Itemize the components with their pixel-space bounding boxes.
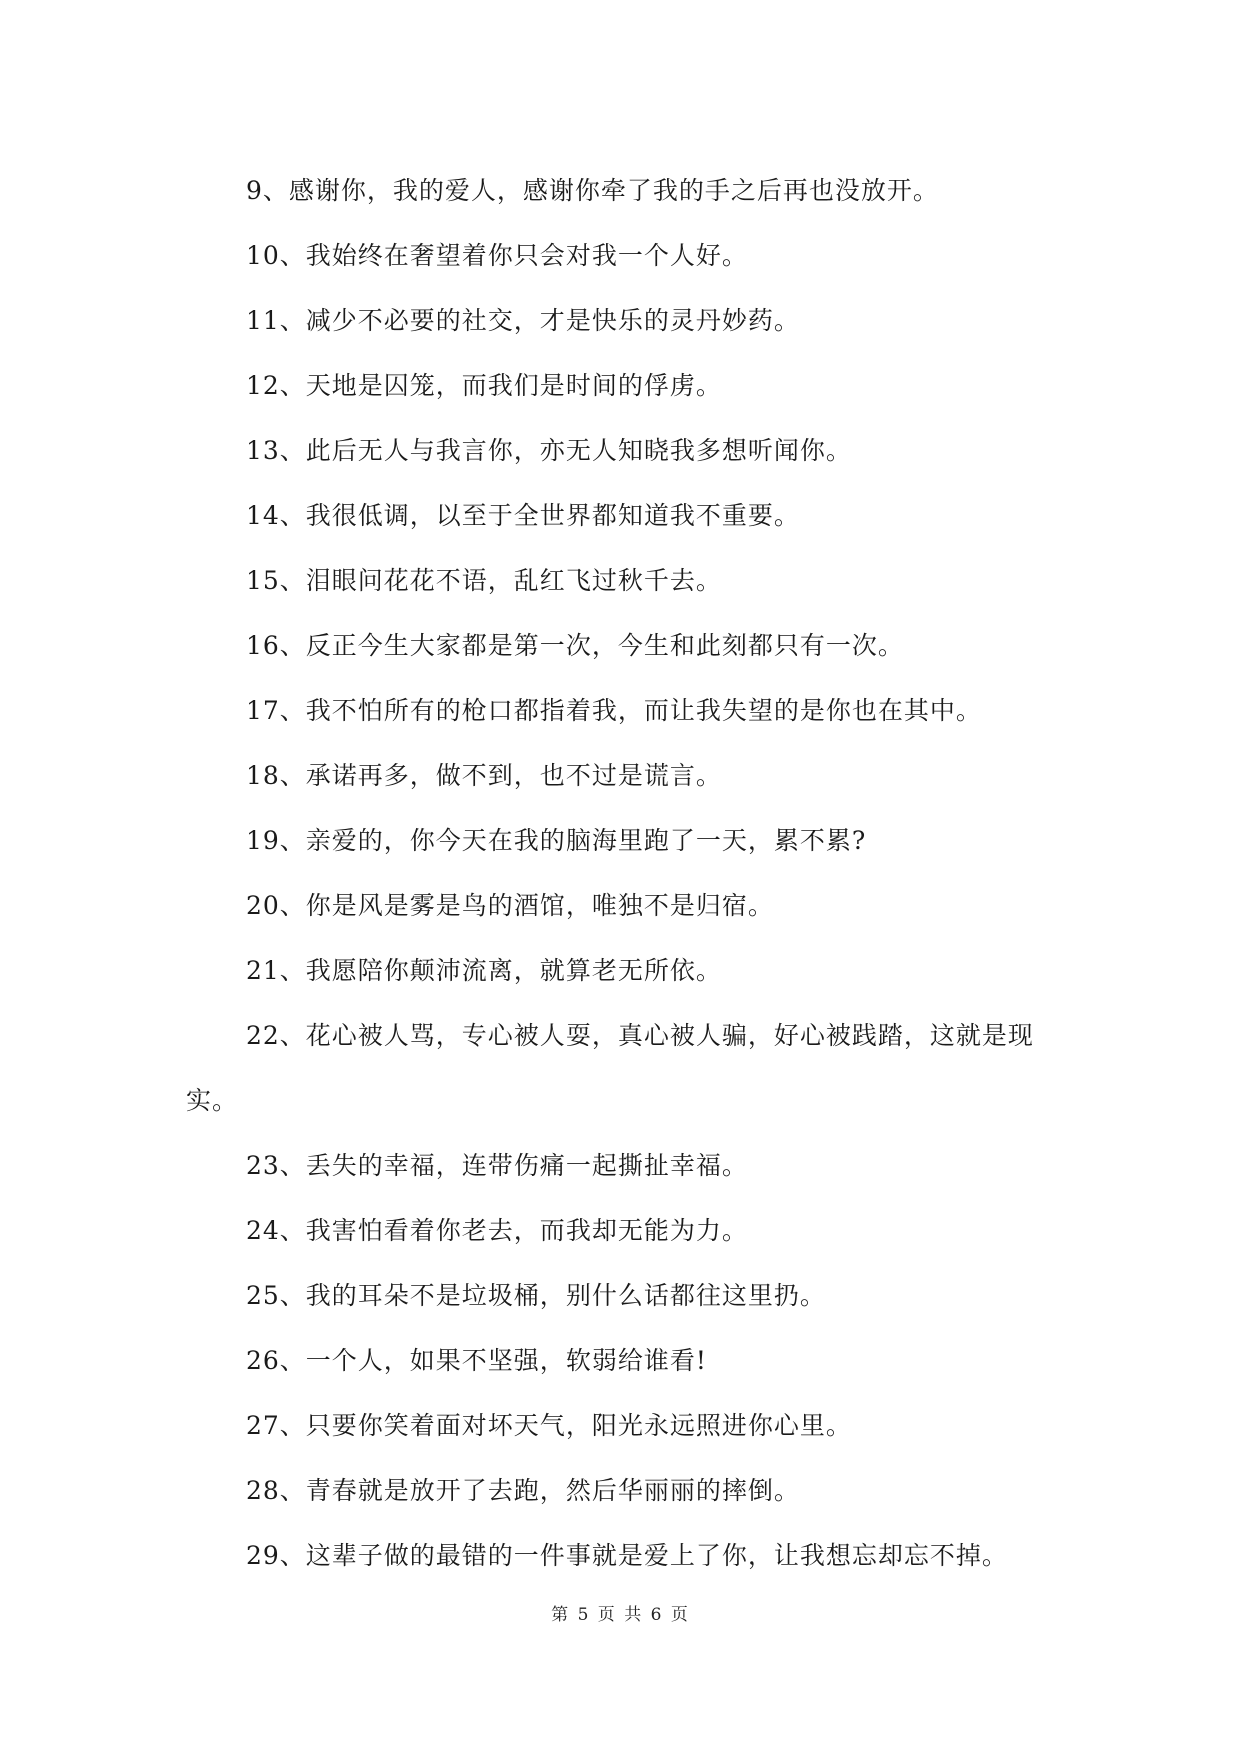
paragraph-22: 22、花心被人骂，专心被人耍，真心被人骗，好心被践踏，这就是现实。	[186, 1021, 1034, 1115]
paragraph-26: 26、一个人，如果不坚强，软弱给谁看!	[246, 1346, 707, 1375]
paragraph-9: 9、感谢你，我的爱人，感谢你牵了我的手之后再也没放开。	[246, 176, 939, 205]
page-footer: 第 5 页 共 6 页	[551, 1605, 690, 1625]
paragraph-29: 29、这辈子做的最错的一件事就是爱上了你，让我想忘却忘不掉。	[246, 1541, 1008, 1570]
paragraph-19: 19、亲爱的，你今天在我的脑海里跑了一天，累不累?	[246, 826, 867, 855]
paragraph-23: 23、丢失的幸福，连带伤痛一起撕扯幸福。	[246, 1151, 748, 1180]
paragraph-10: 10、我始终在奢望着你只会对我一个人好。	[246, 241, 748, 270]
paragraph-24: 24、我害怕看着你老去，而我却无能为力。	[246, 1216, 748, 1245]
paragraph-12: 12、天地是囚笼，而我们是时间的俘虏。	[246, 371, 722, 400]
paragraph-25: 25、我的耳朵不是垃圾桶，别什么话都往这里扔。	[246, 1281, 826, 1310]
paragraph-16: 16、反正今生大家都是第一次，今生和此刻都只有一次。	[246, 631, 904, 660]
paragraph-28: 28、青春就是放开了去跑，然后华丽丽的摔倒。	[246, 1476, 800, 1505]
paragraph-27: 27、只要你笑着面对坏天气，阳光永远照进你心里。	[246, 1411, 852, 1440]
paragraph-18: 18、承诺再多，做不到，也不过是谎言。	[246, 761, 722, 790]
paragraph-13: 13、此后无人与我言你，亦无人知晓我多想听闻你。	[246, 436, 852, 465]
paragraph-17: 17、我不怕所有的枪口都指着我，而让我失望的是你也在其中。	[246, 696, 982, 725]
paragraph-15: 15、泪眼问花花不语，乱红飞过秋千去。	[246, 566, 722, 595]
paragraph-14: 14、我很低调，以至于全世界都知道我不重要。	[246, 501, 800, 530]
paragraph-20: 20、你是风是雾是鸟的酒馆，唯独不是归宿。	[246, 891, 774, 920]
paragraph-11: 11、减少不必要的社交，才是快乐的灵丹妙药。	[246, 306, 800, 335]
paragraph-21: 21、我愿陪你颠沛流离，就算老无所依。	[246, 956, 722, 985]
document-body	[186, 158, 1066, 1588]
